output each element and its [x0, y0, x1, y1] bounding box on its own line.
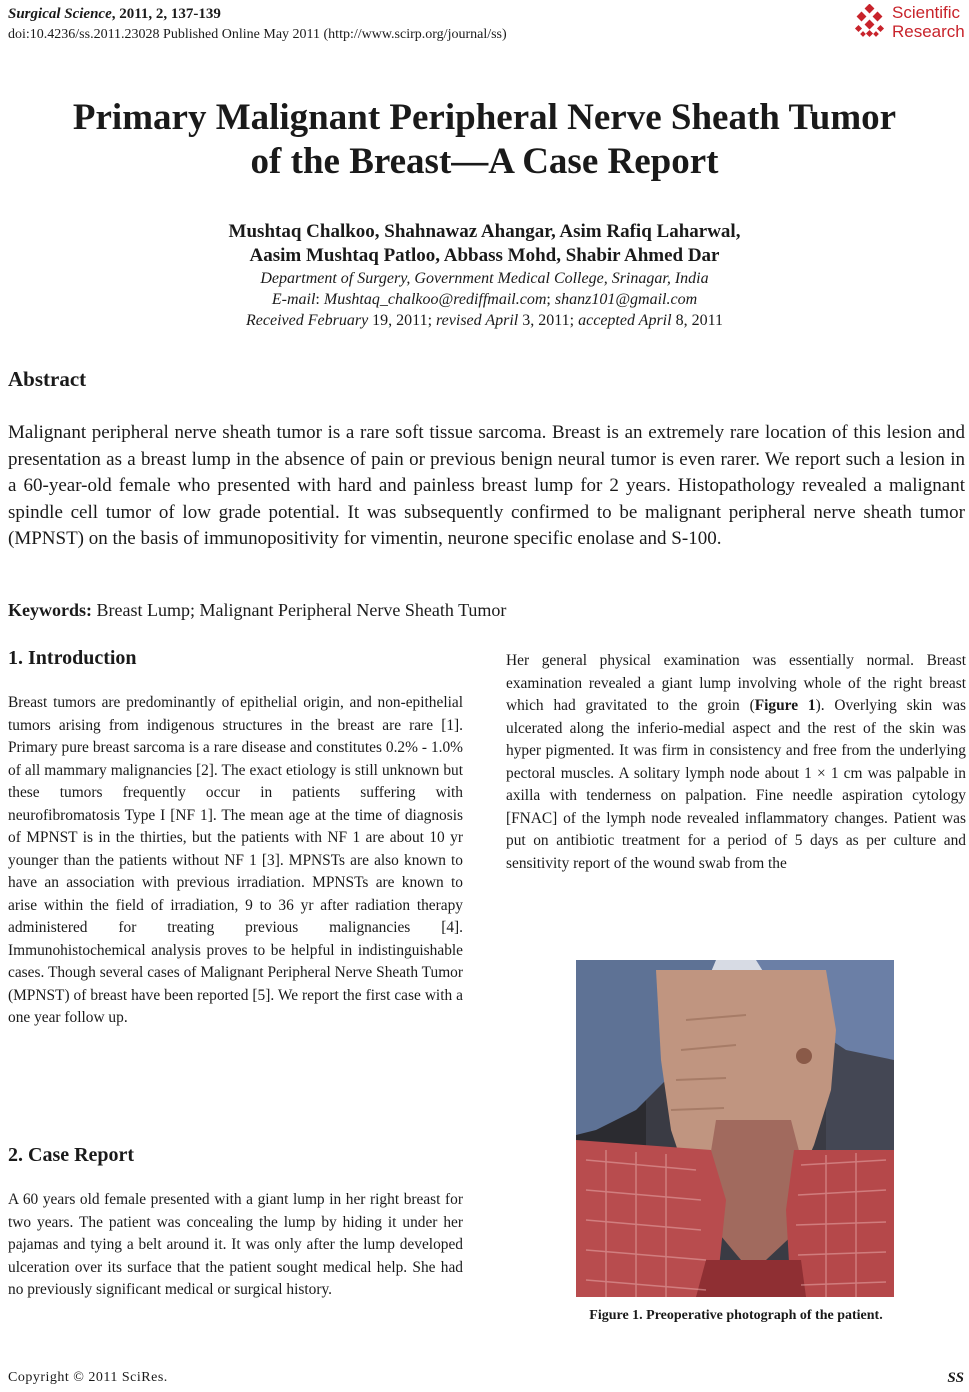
patient-photograph [576, 960, 894, 1297]
revised-date: 3, 2011; [522, 312, 575, 329]
title-line-2: of the Breast—A Case Report [250, 141, 719, 182]
publisher-logo-icon [852, 4, 886, 40]
keywords-text: Breast Lump; Malignant Peripheral Nerve Sheath Tumor [92, 600, 507, 620]
publisher-logo-text [892, 3, 965, 41]
dates-line [0, 310, 969, 331]
section-heading-case-report: 2. Case Report [8, 1144, 135, 1166]
figure-1-caption: Figure 1. Preoperative photograph of the patient. [589, 1308, 883, 1323]
keywords-line [8, 598, 506, 622]
email-link-2[interactable]: shanz101@gmail.com [554, 291, 698, 308]
paper-title [0, 96, 969, 184]
journal-abbreviation: SS [947, 1370, 964, 1386]
case-report-continued [506, 650, 966, 875]
email-link-1[interactable]: Mushtaq_chalkoo@rediffmail.com [323, 291, 547, 308]
publisher-logo [852, 2, 967, 42]
keywords-label: Keywords: [8, 600, 92, 620]
abstract-text: Malignant peripheral nerve sheath tumor is a rare soft tissue sarcoma. Breast is an extremely rare location of this lesion and presentation as a breast lump in the absence of pain or previous benign neural tumor is even rarer. We report such a lesion in a 60-year-old female who presented with hard and painless breast lump for 2 years. Histopathology revealed a malignant spindle cell tumor of low grade potential. It was subsequently confirmed to be malignant peripheral nerve sheath tumor (MPNST) on the basis of immunopositivity for vimentin, neurone specific enolase and S-100. [8, 422, 965, 550]
accepted-label: accepted April [578, 312, 672, 329]
figure-reference-link[interactable]: Figure 1 [754, 697, 816, 714]
authors-line-2: Aasim Mushtaq Patloo, Abbass Mohd, Shabir Ahmed Dar [249, 245, 720, 266]
copyright-notice: Copyright © 2011 SciRes. [8, 1370, 168, 1385]
case-continued-part-1: Her general physical examination was essentially normal. Breast examination revealed a giant lump involving whole of the right breast which had gravitated to the groin ( [506, 652, 966, 714]
authors-line-1: Mushtaq Chalkoo, Shahnawaz Ahangar, Asim Rafiq Laharwal, [228, 221, 741, 242]
affiliation-block [0, 268, 969, 331]
journal-volume: , 2011, 2, 137-139 [111, 6, 221, 22]
received-date: 19, 2011; [372, 312, 433, 329]
case-continued-part-2: ). Overlying skin was ulcerated along the inferio-medial aspect and the rest of the skin was hyper pigmented. It was firm in consistency and free from the underlying pectoral muscles. A solitary lymph node about 1 × 1 cm was palpable in axilla with tenderness on palpation. Fine needle aspiration cytology [FNAC] of the lymph node revealed inflammatory changes. Patient was put on antibiotic treatment for a period of 5 days as per culture and sensitivity report of the wound swab from the [506, 697, 967, 872]
email-line: E-mail: Mushtaq_chalkoo@rediffmail.com; shanz101@gmail.com [271, 291, 698, 308]
revised-label: revised April [436, 312, 519, 329]
logo-line-2: Research [892, 22, 965, 41]
figure-1-photo [576, 960, 894, 1297]
affiliation-line: Department of Surgery, Government Medical College, Srinagar, India [260, 270, 709, 287]
section-heading-introduction: 1. Introduction [8, 647, 137, 669]
journal-citation [8, 4, 221, 24]
doi-line: doi:10.4236/ss.2011.23028 Published Online May 2011 (http://www.scirp.org/journal/ss) [8, 27, 507, 42]
journal-name: Surgical Science [8, 6, 112, 22]
introduction-text: Breast tumors are predominantly of epithelial origin, and non-epithelial tumors arising from indigenous structures in the breast are rare [1]. Primary pure breast sarcoma is a rare disease and constitutes 0.2% - 1.0% of all mammary malignancies [2]. The exact etiology is still unknown but these tumors frequently occur in patients suffering with neurofibromatosis Type I [NF 1]. The mean age at the time of diagnosis of MPNST is in the thirties, but the patients with NF 1 are about 10 yr younger than the patients without NF 1 [3]. MPNSTs are also known to have an association with previous irradiation. MPNSTs are known to arise within the field of irradiation, 9 to 36 yr after radiation therapy administered for treating previous malignancies [4]. Immunohistochemical analysis proves to be helpful in indistinguishable cases. Though several cases of Malignant Peripheral Nerve Sheath Tumor (MPNST) of breast have been reported [5]. We report the first case with a one year follow up. [8, 694, 463, 1026]
received-label: Received February [246, 312, 369, 329]
accepted-date: 8, 2011 [675, 312, 723, 329]
author-list [0, 220, 969, 268]
abstract-heading: Abstract [8, 367, 87, 391]
logo-line-1: Scientific [892, 3, 961, 22]
case-report-text: A 60 years old female presented with a giant lump in her right breast for two years. The patient was concealing the lump by hiding it under her pajamas and tying a belt around it. It was only after the lump developed ulceration over its surface that the patient sought medical help. She had no previously significant medical or surgical history. [8, 1191, 463, 1298]
email-label: E-mail [271, 291, 316, 308]
title-line-1: Primary Malignant Peripheral Nerve Sheath Tumor [72, 97, 897, 138]
